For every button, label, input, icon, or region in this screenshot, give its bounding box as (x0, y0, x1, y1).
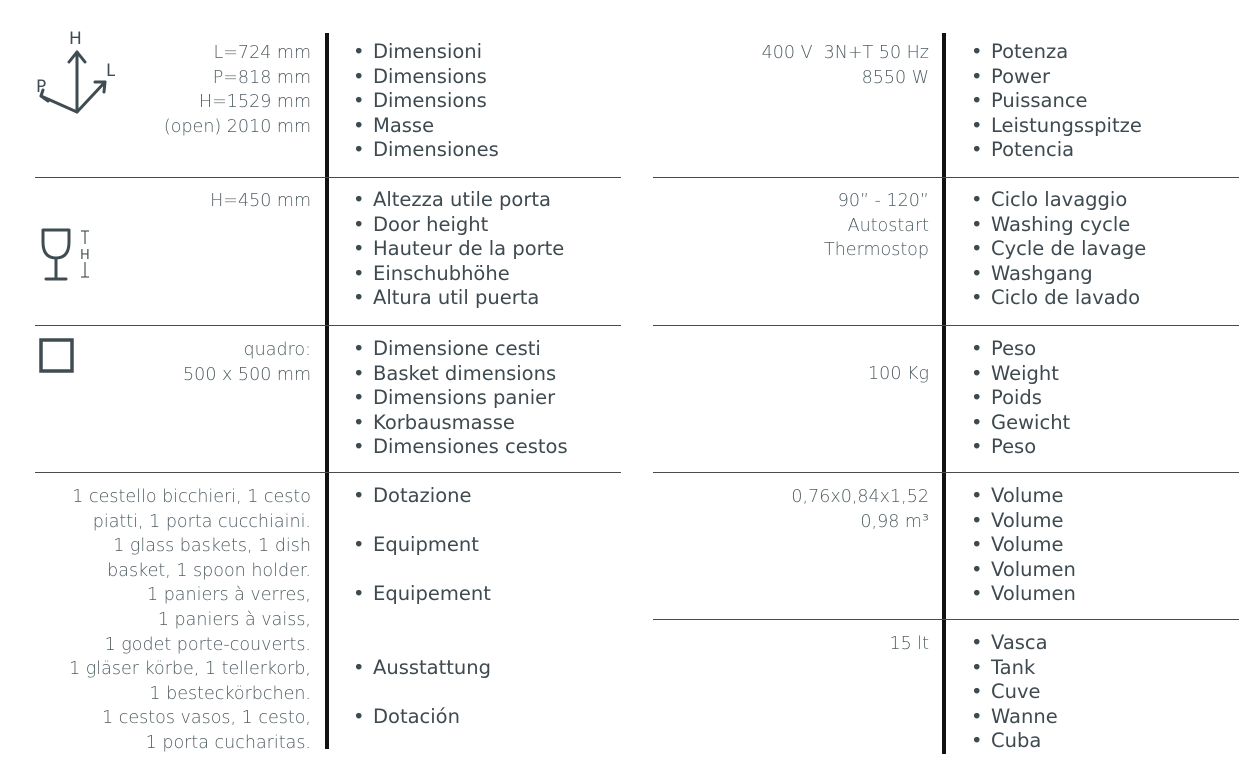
spec-label-list: • Altezza utile porta • Door height • Hauteur de la porte • Einschubhöhe • Altura util puerta (353, 188, 564, 311)
spec-value: L=724 mm P=818 mm H=1529 mm (open) 2010 mm (163, 43, 311, 137)
spec-value: 15 lt (889, 634, 929, 654)
spec-value: quadro: 500 x 500 mm (183, 340, 311, 385)
axis-letter-h: H (69, 30, 82, 49)
dimensions-axes-icon (35, 30, 115, 118)
spec-row-door-height (35, 178, 621, 326)
basket-square-icon (39, 338, 75, 374)
spec-row-power (653, 30, 1239, 178)
spec-row-equipment: 1 cestello bicchieri, 1 cesto piatti, 1 porta cucchiaini. 1 glass baskets, 1 dish basket, 1 spoon holder. 1 paniers à verres, 1 paniers à vaiss, 1 godet porte-couverts. 1 gläser körbe, 1 tellerkorb, 1 besteckörbchen. 1 cestos vasos, 1 cesto, 1 porta cucharitas. • Dotazione • Equipment • Equipement • Ausstattung • Dotación (35, 473, 621, 753)
spec-row-washing-cycle (653, 178, 1239, 326)
axis-letter-l: L (106, 61, 115, 81)
spec-label-list: • Dimensione cesti • Basket dimensions • Dimensions panier • Korbausmasse • Dimensiones cestos (353, 337, 568, 460)
axis-letter-p: P (36, 77, 47, 97)
spec-label-list: • Vasca • Tank • Cuve • Wanne • Cuba (971, 631, 1058, 754)
spec-row-dimensions (35, 30, 621, 178)
left-spec-column (35, 30, 621, 753)
spec-value: 1 cestello bicchieri, 1 cesto piatti, 1 porta cucchiaini. 1 glass baskets, 1 dish basket, 1 spoon holder. 1 paniers à verres, 1 paniers à vaiss, 1 godet porte-couverts. 1 gläser körbe, 1 tellerkorb, 1 besteckörbchen. 1 cestos vasos, 1 cesto, 1 porta cucharitas. (69, 487, 311, 753)
spec-value: 400 V 3N+T 50 Hz 8550 W (761, 43, 929, 88)
height-letter-h: H (80, 248, 90, 263)
spec-label-list: • Peso • Weight • Poids • Gewicht • Peso (971, 337, 1070, 460)
spec-label-list: • Volume • Volume • Volume • Volumen • Volumen (971, 484, 1076, 607)
spec-row-weight (653, 326, 1239, 473)
spec-label-list: • Dimensioni • Dimensions • Dimensions • Masse • Dimensiones (353, 40, 499, 163)
wine-glass-height-icon (39, 228, 99, 282)
right-spec-column (653, 30, 1239, 760)
spec-value: 100 Kg (868, 364, 929, 384)
spec-row-basket (35, 326, 621, 473)
spec-value: H=450 mm (210, 191, 311, 211)
spec-row-tank (653, 620, 1239, 760)
spec-label-list: • Potenza • Power • Puissance • Leistungsspitze • Potencia (971, 40, 1142, 163)
spec-row-volume (653, 473, 1239, 620)
spec-label-list: • Ciclo lavaggio • Washing cycle • Cycle de lavage • Washgang • Ciclo de lavado (971, 188, 1146, 311)
spec-value: 0,76x0,84x1,52 0,98 m³ (791, 487, 929, 532)
spec-value: 90” - 120” Autostart Thermostop (824, 191, 929, 261)
